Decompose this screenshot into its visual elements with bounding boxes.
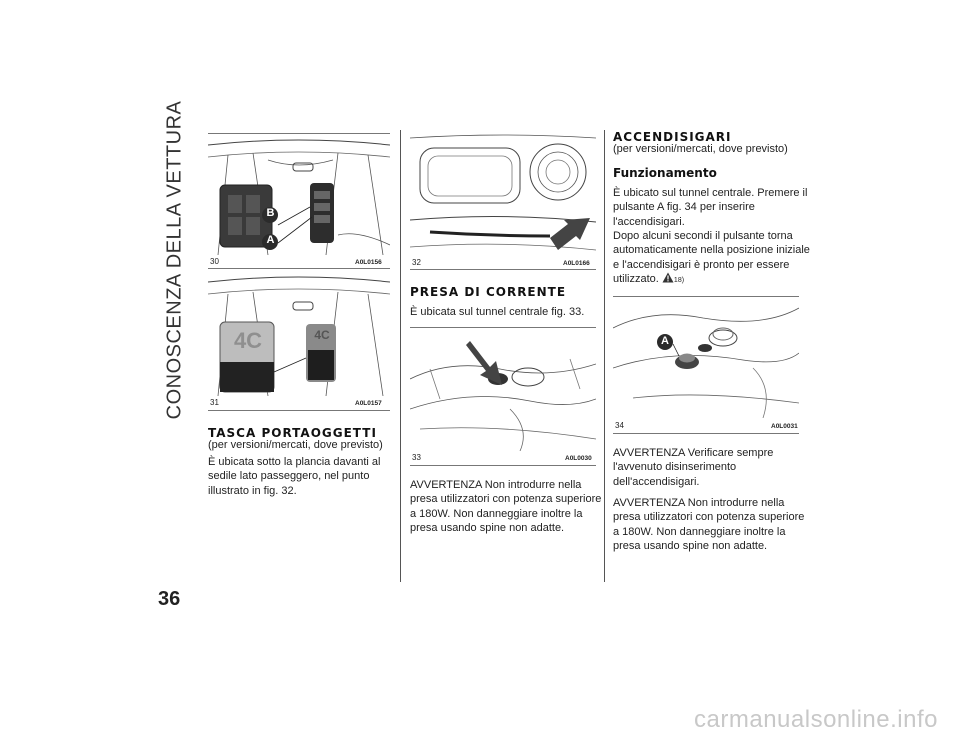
figure-top-rule — [410, 327, 596, 328]
figure-31-number: 31 — [210, 398, 219, 407]
subtitle-availability: (per versioni/mercati, dove previsto) — [208, 439, 383, 451]
footnote-ref: 18) — [673, 276, 685, 284]
figure-33-number: 33 — [412, 453, 421, 462]
figure-34-code: A0L0031 — [771, 423, 798, 430]
figure-34-number: 34 — [615, 421, 624, 430]
page-number: 36 — [158, 588, 181, 610]
paragraph-ritorno-pulsante: Dopo alcuni secondi il pulsante torna automaticamente nella posizione iniziale e l'accendisigari è pronto per essere utilizzato. 18) — [613, 230, 810, 285]
column-divider — [400, 130, 401, 582]
subtitle-availability: (per versioni/mercati, dove previsto) — [613, 143, 788, 155]
heading-accendisigari: ACCENDISIGARI — [613, 130, 732, 144]
figure-30-code: A0L0156 — [355, 259, 382, 266]
paragraph-funzionamento: È ubicato sul tunnel centrale. Premere il pulsante A fig. 34 per inserire l'accendisigari. — [613, 187, 808, 228]
figure-33-code: A0L0030 — [565, 455, 592, 462]
warning-presa-accendisigari: AVVERTENZA Non introdurre nella presa utilizzatori con potenza superiore a 180W. Non danneggiare inoltre la presa usando spine non adatte. — [613, 497, 805, 552]
emblem-4c-small: 4C — [314, 328, 330, 342]
warning-presa: AVVERTENZA Non introdurre nella presa utilizzatori con potenza superiore a 180W. Non danneggiare inoltre la presa usando spine non adatte. — [410, 479, 602, 534]
figure-top-rule — [208, 133, 390, 134]
figure-bottom-rule — [410, 269, 596, 270]
subheading-funzionamento: Funzionamento — [613, 166, 717, 180]
side-title-text: CONOSCENZA DELLA VETTURA — [163, 100, 186, 420]
figure-34-image — [613, 298, 799, 418]
watermark: carmanualsonline.info — [694, 706, 938, 733]
warning-disinserimento: AVVERTENZA Verificare sempre l'avvenuto disinserimento dell'accendisigari. — [613, 447, 774, 488]
callout-a: A — [266, 234, 275, 246]
emblem-4c-large: 4C — [233, 328, 263, 353]
warning-icon — [662, 272, 674, 283]
column-divider — [604, 130, 605, 582]
heading-tasca-portaoggetti: TASCA PORTAOGGETTI — [208, 426, 377, 440]
callout-b: B — [266, 207, 275, 219]
figure-bottom-rule — [410, 465, 596, 466]
figure-31-code: A0L0157 — [355, 400, 382, 407]
side-section-title — [158, 100, 192, 420]
figure-bottom-rule — [208, 268, 390, 269]
paragraph-presa: È ubicata sul tunnel centrale fig. 33. — [410, 306, 585, 318]
figure-31-image — [208, 272, 390, 396]
figure-bottom-rule — [613, 433, 799, 434]
paragraph-tasca: È ubicata sotto la plancia davanti al sedile lato passeggero, nel punto illustrato in fig. 32. — [208, 456, 381, 497]
callout-a: A — [661, 335, 669, 347]
figure-30-number: 30 — [210, 257, 219, 266]
figure-33-image — [410, 329, 596, 451]
figure-32-code: A0L0166 — [563, 260, 590, 267]
heading-presa-di-corrente: PRESA DI CORRENTE — [410, 285, 567, 299]
figure-bottom-rule — [208, 410, 390, 411]
figure-30-image — [208, 135, 390, 255]
figure-32-number: 32 — [412, 258, 421, 267]
figure-32-image — [410, 132, 596, 256]
figure-top-rule — [613, 296, 799, 297]
